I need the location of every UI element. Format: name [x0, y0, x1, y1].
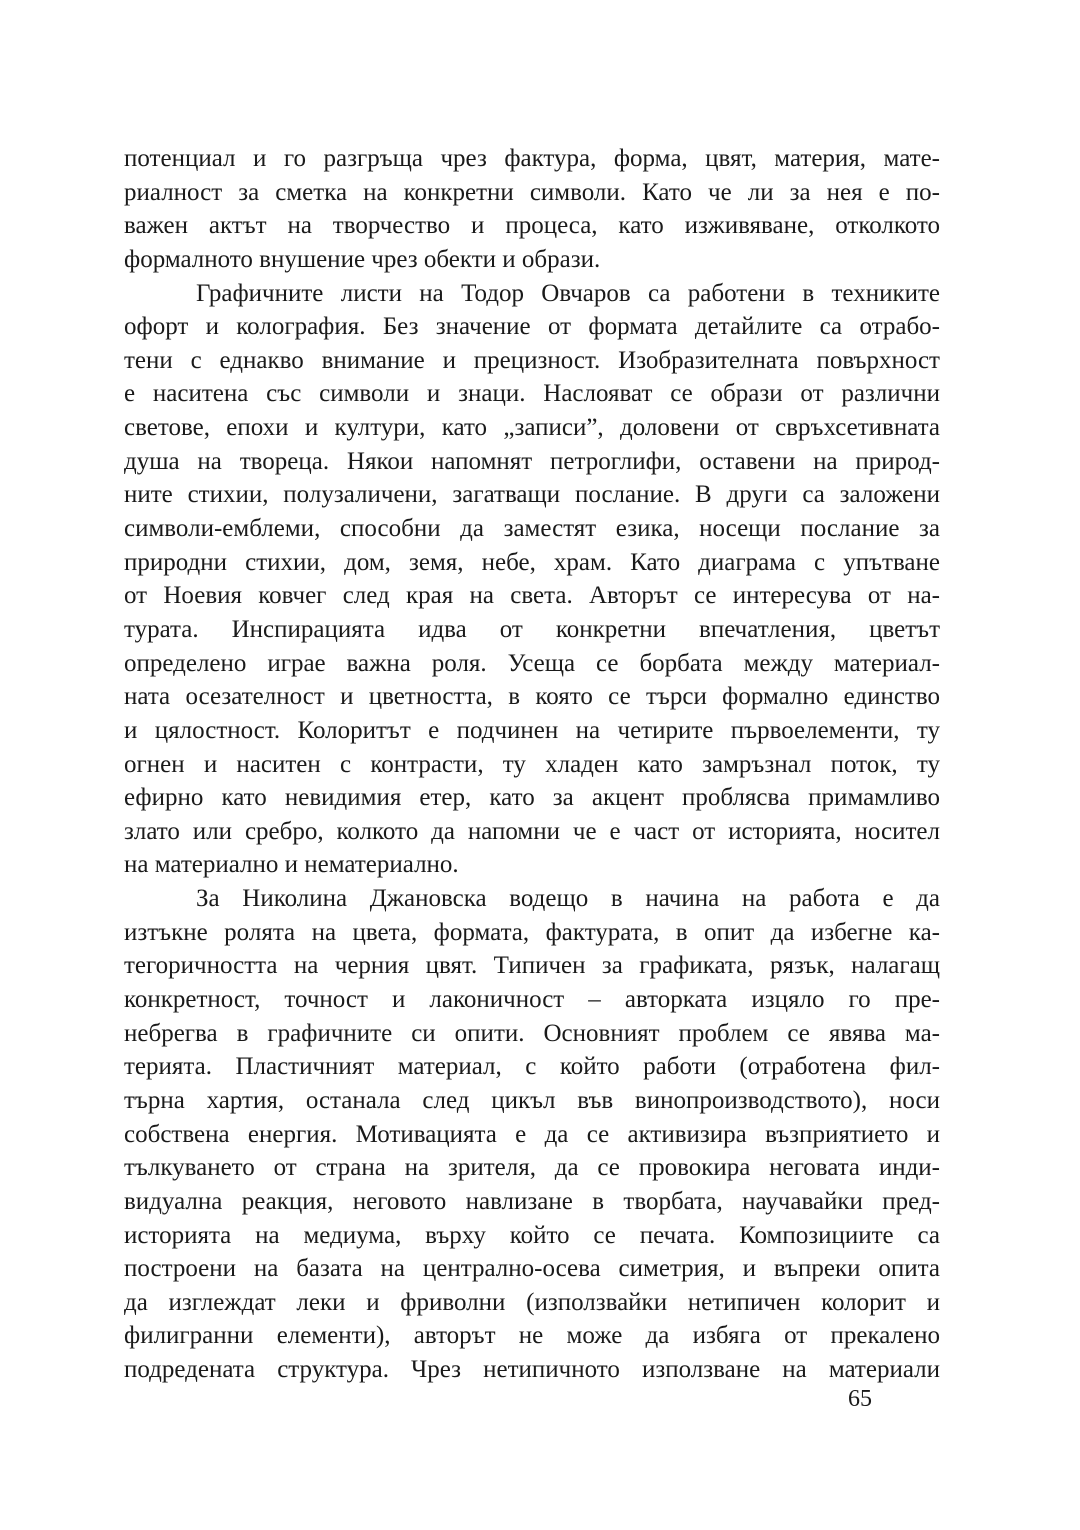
- text-line: филигранни елементи), авторът не може да избяга от прекалено: [124, 1322, 940, 1350]
- text-line: огнен и наситен с контрасти, ту хладен като замръзнал поток, ту: [124, 750, 940, 778]
- text-line: изтъкне ролята на цвета, формата, фактурата, в опит да избегне ка-: [124, 918, 940, 946]
- text-line: видуална реакция, неговото навлизане в творбата, научавайки пред-: [124, 1187, 940, 1215]
- paragraph: [124, 142, 940, 277]
- text-line: от Ноевия ковчег след края на света. Авторът се интересува от на-: [124, 582, 940, 610]
- text-line: и цялостност. Колоритът е подчинен на четирите първоелементи, ту: [124, 716, 940, 744]
- text-line: небрегва в графичните си опити. Основният проблем се явява ма-: [124, 1019, 940, 1047]
- text-line: светове, епохи и култури, като „записи”, доловени от свръхсетивната: [124, 414, 940, 442]
- text-line: важен актът на творчество и процеса, като изживяване, отколкото: [124, 212, 940, 240]
- text-line: тегоричността на черния цвят. Типичен за графиката, рязък, налагащ: [124, 952, 940, 980]
- text-line: ните стихии, полузаличени, загатващи послание. В други са заложени: [124, 481, 940, 509]
- text-line: тълкуването от страна на зрителя, да се провокира неговата инди-: [124, 1154, 940, 1182]
- text-line: определено играе важна роля. Усеща се борбата между материал-: [124, 649, 940, 677]
- text-line: формалното внушение чрез обекти и образи.: [124, 245, 601, 273]
- text-line: риалност за сметка на конкретни символи. Като че ли за нея е по-: [124, 178, 940, 206]
- body-text: [124, 142, 940, 1387]
- text-line: турата. Инспирацията идва от конкретни впечатления, цветът: [124, 615, 940, 643]
- paragraph: [124, 882, 940, 1387]
- text-line: ната осезателност и цветността, в която се търси формално единство: [124, 683, 940, 711]
- text-line: За Николина Джановска водещо в начина на работа е да: [196, 885, 940, 913]
- text-line: тени с еднакво внимание и прецизност. Изобразителната повърхност: [124, 346, 940, 374]
- text-line: търна хартия, останала след цикъл във винопроизводството), носи: [124, 1086, 940, 1114]
- text-line: потенциал и го разгръща чрез фактура, форма, цвят, материя, мате-: [124, 145, 940, 172]
- text-line: символи-емблеми, способни да заместят езика, носещи послание за: [124, 515, 940, 543]
- text-line: ефирно като невидимия етер, като за акцент проблясва примамливо: [124, 784, 940, 812]
- paragraph: [124, 277, 940, 883]
- text-line: природни стихии, дом, земя, небе, храм. Като диаграма с упътване: [124, 548, 940, 576]
- text-line: конкретност, точност и лаконичност – авторката изцяло го пре-: [124, 986, 940, 1014]
- text-line: да изглеждат леки и фриволни (използвайки нетипичен колорит и: [124, 1288, 940, 1316]
- text-line: злато или сребро, колкото да напомни че е част от историята, носител: [124, 817, 940, 845]
- text-line: собствена енергия. Мотивацията е да се активизира възприятието и: [124, 1120, 940, 1148]
- page-number: 65: [848, 1386, 872, 1412]
- text-line: офорт и колография. Без значение от формата детайлите са отрабо-: [124, 313, 940, 341]
- text-line: историята на медиума, върху който се печата. Композициите са: [124, 1221, 940, 1249]
- text-line: терията. Пластичният материал, с който работи (отработена фил-: [124, 1053, 940, 1081]
- text-line: подредената структура. Чрез нетипичното използване на материали: [124, 1356, 940, 1384]
- text-line: душа на твореца. Някои напомнят петроглифи, оставени на природ-: [124, 447, 940, 475]
- text-line: на материално и нематериално.: [124, 851, 459, 879]
- text-line: е наситена със символи и знаци. Наслояват се образи от различни: [124, 380, 940, 408]
- text-line: Графичните листи на Тодор Овчаров са работени в техниките: [196, 279, 940, 307]
- text-line: построени на базата на централно-осева симетрия, и въпреки опита: [124, 1255, 940, 1283]
